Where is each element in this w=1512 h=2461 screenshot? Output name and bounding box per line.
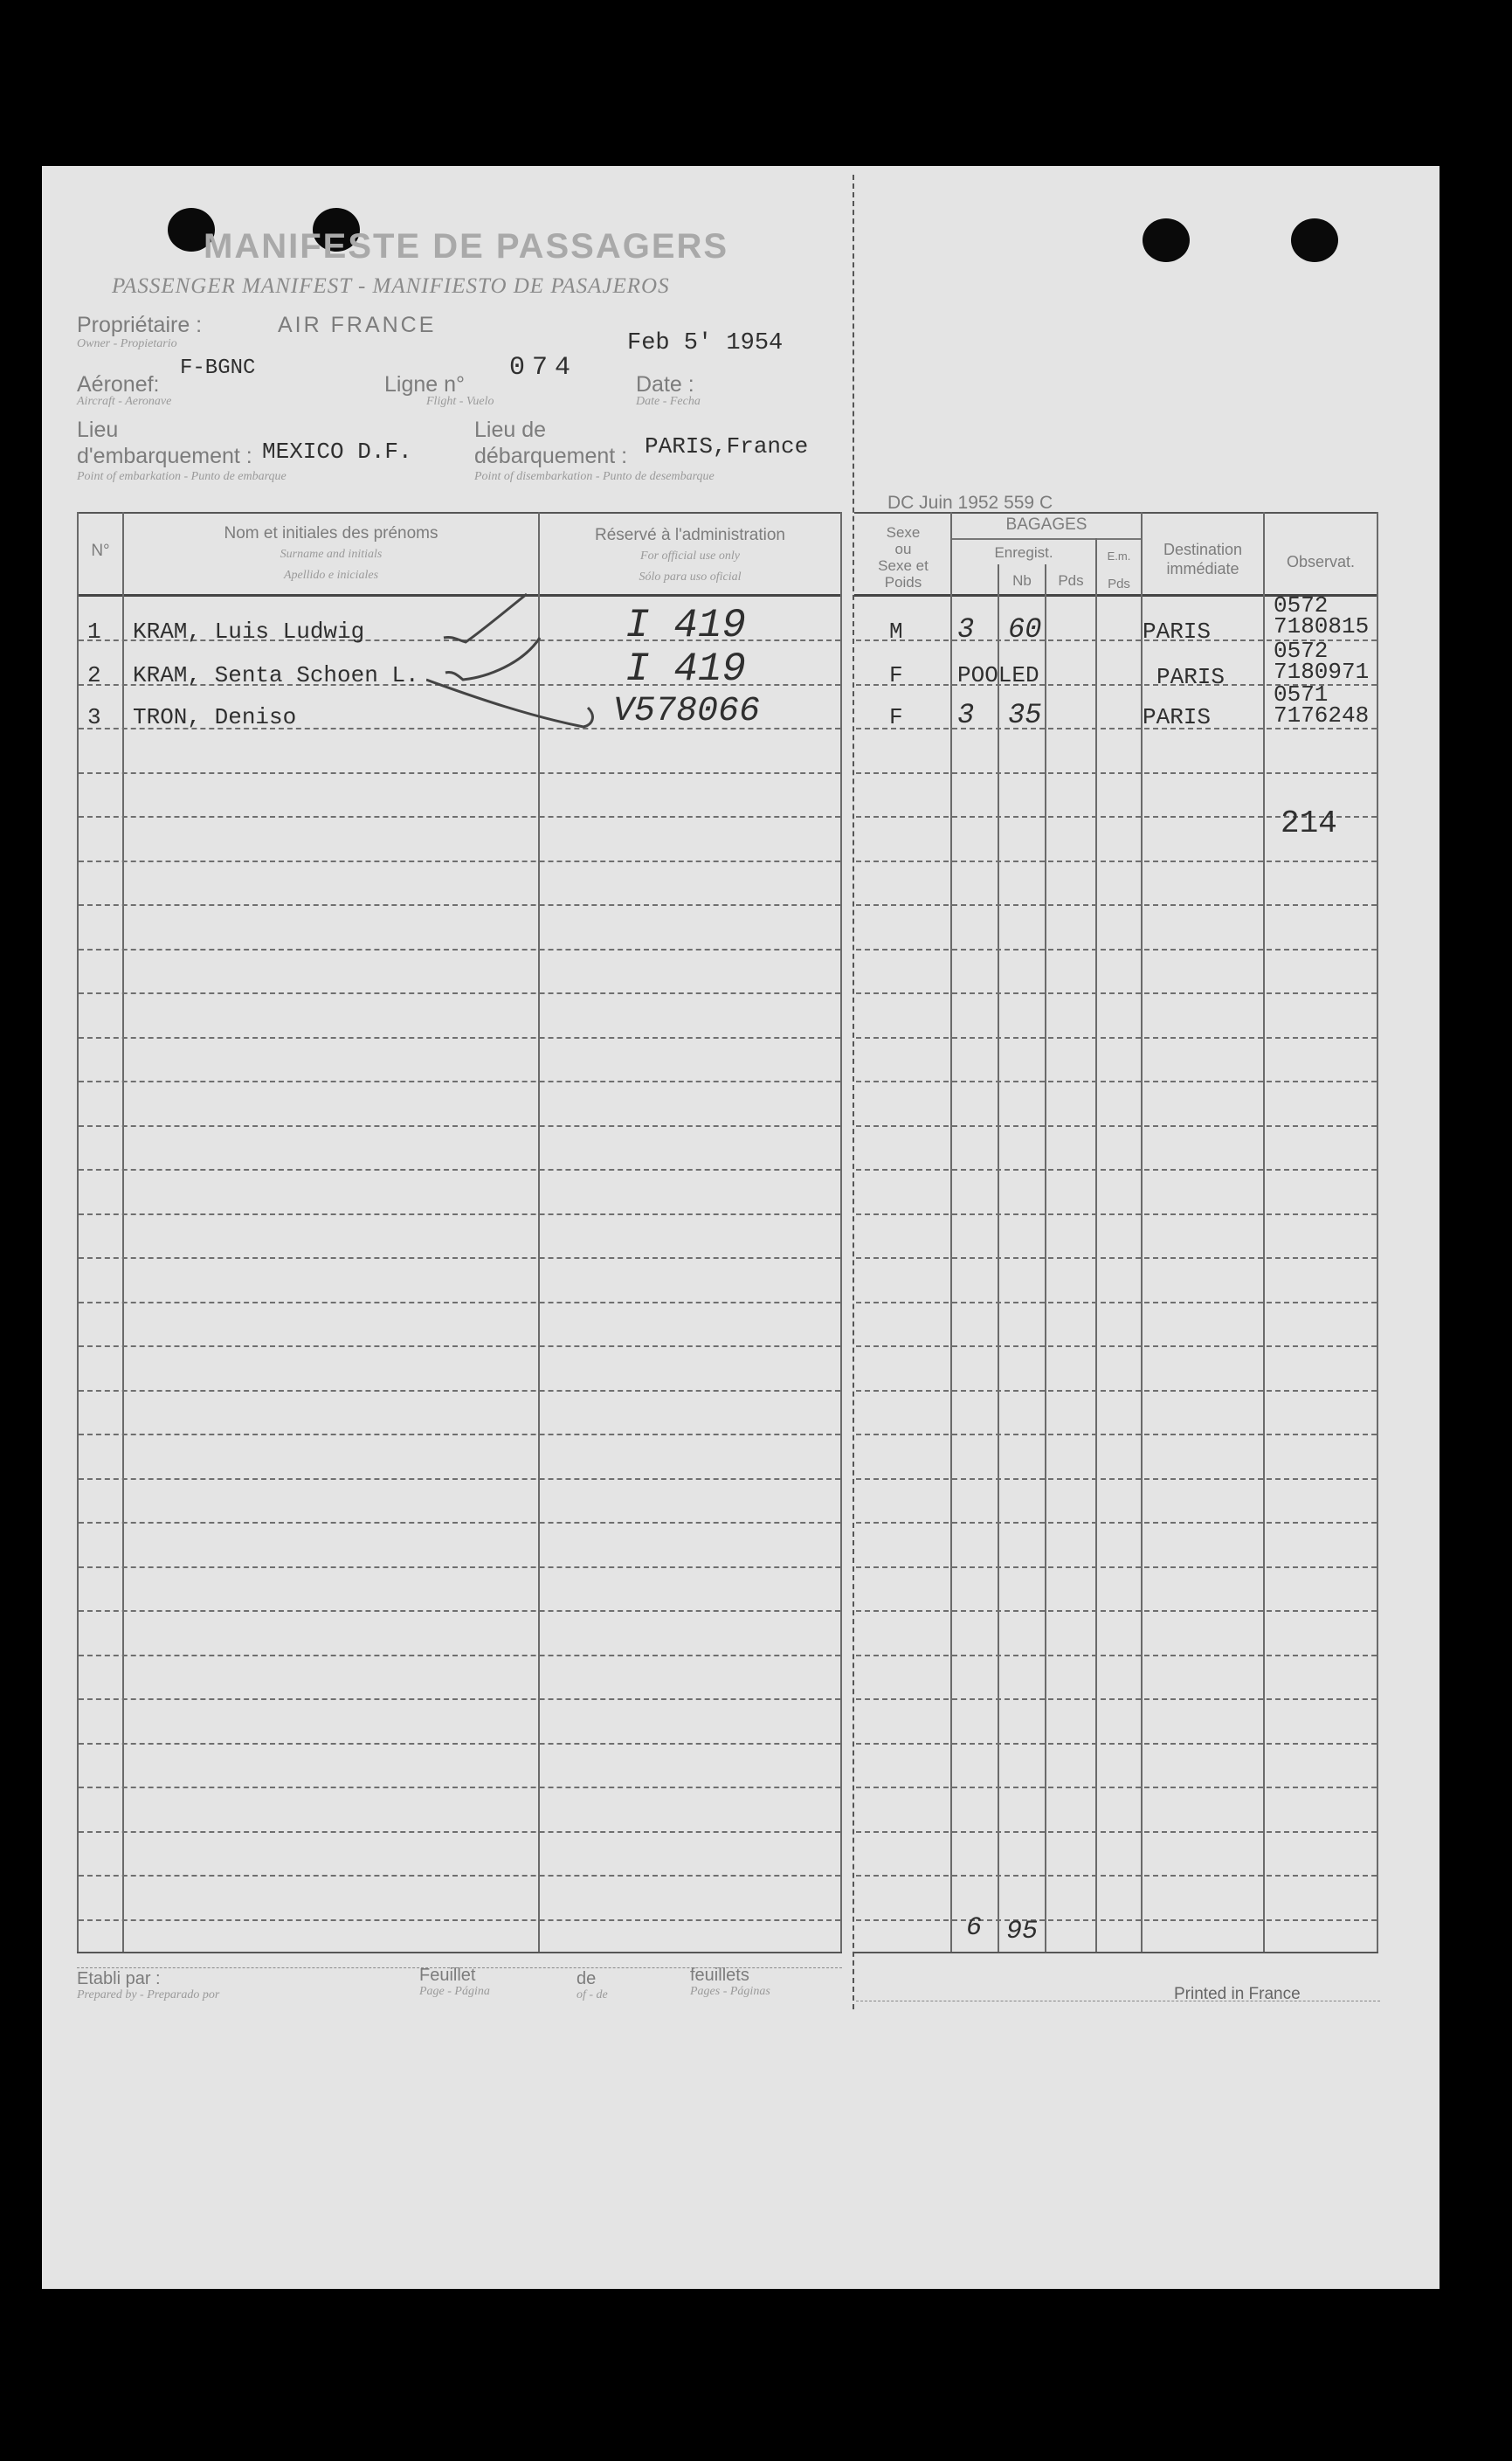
col-header-admin: Réservé à l'administration For official use only Sólo para uso oficial — [595, 526, 785, 584]
embark-label-1: Lieu — [77, 418, 119, 442]
row-line-left — [79, 1875, 840, 1877]
row-1-admin: I 419 — [625, 603, 747, 648]
row-line-right — [856, 1257, 1377, 1259]
col-header-baggage: BAGAGES — [1005, 515, 1087, 534]
row-1-no: 1 — [87, 619, 101, 645]
total-nb: 6 — [966, 1913, 983, 1943]
printed-in-france: Printed in France — [1174, 1985, 1301, 2003]
row-line-right — [856, 992, 1377, 994]
flight-sublabel: Flight - Vuelo — [426, 395, 494, 408]
row-3-nb: 3 — [957, 699, 975, 731]
row-2-admin: I 419 — [625, 646, 747, 692]
disembark-label-1: Lieu de — [474, 418, 547, 442]
row-1-nb: 3 — [957, 613, 975, 646]
row-line-left — [79, 1125, 840, 1127]
aircraft-value: F-BGNC — [180, 356, 256, 380]
row-line-left — [79, 816, 840, 818]
manifest-title: MANIFESTE DE PASSAGERS — [204, 227, 729, 266]
row-line-left — [79, 1655, 840, 1656]
col-header-em-pds: Pds — [1108, 577, 1130, 591]
row-line-left — [79, 1434, 840, 1435]
row-line-left — [79, 1522, 840, 1524]
row-line-right — [856, 1345, 1377, 1347]
owner-label: Propriétaire : — [77, 313, 203, 337]
row-2-obs-2: 7180971 — [1274, 659, 1370, 685]
row-3-sex: F — [889, 704, 903, 730]
row-2-destination: PARIS — [1156, 664, 1225, 690]
col-header-em: E.m. — [1107, 550, 1131, 563]
row-2-obs-1: 0572 — [1274, 638, 1329, 664]
sheets-sublabel: Pages - Páginas — [690, 1985, 770, 1998]
row-line-left — [79, 1257, 840, 1259]
fold-line — [853, 175, 854, 2009]
row-line-right — [856, 1125, 1377, 1127]
date-label: Date : — [636, 372, 694, 397]
row-line-left — [79, 992, 840, 994]
punch-hole-4 — [1291, 218, 1338, 262]
row-line-right — [856, 772, 1377, 774]
row-line-left — [79, 1787, 840, 1788]
date-value: Feb 5' 1954 — [627, 330, 784, 356]
row-1-destination: PARIS — [1143, 619, 1212, 645]
row-1-obs-1: 0572 — [1274, 592, 1329, 619]
observ-note: 214 — [1281, 805, 1337, 841]
aircraft-label: Aéronef: — [77, 372, 160, 397]
embark-value: MEXICO D.F. — [262, 439, 412, 465]
row-line-right — [856, 1302, 1377, 1303]
row-line-left — [79, 861, 840, 862]
row-line-right — [856, 1698, 1377, 1700]
aircraft-sublabel: Aircraft - Aeronave — [77, 395, 172, 408]
row-line-left — [79, 1037, 840, 1039]
flight-label: Ligne n° — [384, 372, 466, 397]
row-1-sex: M — [889, 619, 903, 645]
row-3-admin: V578066 — [613, 692, 761, 731]
of-label: de — [576, 1969, 597, 1988]
row-line-right — [856, 1919, 1377, 1921]
row-line-left — [79, 1831, 840, 1833]
total-pds: 95 — [1006, 1917, 1039, 1946]
prepared-label: Etabli par : — [77, 1969, 161, 1988]
col-header-sex: Sexe ou Sexe et Poids — [878, 524, 929, 591]
row-line-right — [856, 1169, 1377, 1171]
owner-value: AIR FRANCE — [278, 313, 437, 337]
row-2-no: 2 — [87, 662, 101, 688]
col-header-observ: Observat. — [1286, 553, 1356, 570]
row-line-left — [79, 1081, 840, 1082]
col-header-name: Nom et initiales des prénoms Surname and initials Apellido e iniciales — [224, 524, 438, 582]
row-line-left — [79, 1345, 840, 1347]
row-line-right — [856, 949, 1377, 951]
row-3-name: TRON, Deniso — [133, 704, 297, 730]
row-line-left — [79, 1169, 840, 1171]
row-1-obs-2: 7180815 — [1274, 613, 1370, 639]
row-2-sex: F — [889, 662, 903, 688]
embark-sublabel: Point of embarkation - Punto de embarque — [77, 470, 287, 483]
row-line-right — [856, 1081, 1377, 1082]
row-line-right — [856, 1831, 1377, 1833]
row-line-right — [856, 1610, 1377, 1612]
row-line-right — [856, 1522, 1377, 1524]
row-line-right — [856, 1037, 1377, 1039]
row-line-right — [856, 1566, 1377, 1568]
disembark-label-2: débarquement : — [474, 444, 628, 468]
row-line-right — [856, 1787, 1377, 1788]
row-3-destination: PARIS — [1143, 704, 1212, 730]
of-sublabel: of - de — [576, 1988, 608, 2001]
row-line-left — [79, 1478, 840, 1480]
col-header-nb: Nb — [1012, 572, 1032, 589]
row-3-pds: 35 — [1008, 699, 1042, 731]
row-line-left — [79, 1566, 840, 1568]
date-sublabel: Date - Fecha — [636, 395, 701, 408]
manifest-sheet — [42, 166, 1440, 2289]
row-line-right — [856, 861, 1377, 862]
prepared-sublabel: Prepared by - Preparado por — [77, 1988, 220, 2001]
row-line-left — [79, 1743, 840, 1745]
manifest-subtitle: PASSENGER MANIFEST - MANIFIESTO DE PASAJEROS — [112, 274, 670, 298]
col-header-checked: Enregist. — [994, 544, 1053, 561]
col-header-no: N° — [91, 542, 110, 560]
sheet-label: Feuillet — [419, 1966, 476, 1985]
sheets-label: feuillets — [690, 1966, 749, 1985]
flight-value: 074 — [509, 353, 578, 383]
row-3-no: 3 — [87, 704, 101, 730]
row-line-left — [79, 1213, 840, 1215]
owner-sublabel: Owner - Propietario — [77, 337, 177, 350]
row-line-right — [856, 1875, 1377, 1877]
check-marks-icon — [426, 577, 618, 743]
sheet-sublabel: Page - Página — [419, 1985, 490, 1998]
row-line-left — [79, 1390, 840, 1392]
punch-hole-3 — [1143, 218, 1190, 262]
row-line-right — [856, 1213, 1377, 1215]
row-1-pds: 60 — [1008, 613, 1042, 646]
row-line-left — [79, 904, 840, 906]
row-3-obs-2: 7176248 — [1274, 702, 1370, 729]
row-line-left — [79, 772, 840, 774]
row-line-left — [79, 1302, 840, 1303]
row-line-left — [79, 1919, 840, 1921]
disembark-sublabel: Point of disembarkation - Punto de desembarque — [474, 470, 715, 483]
row-line-right — [856, 1434, 1377, 1435]
row-3-obs-1: 0571 — [1274, 681, 1329, 708]
row-line-right — [856, 1478, 1377, 1480]
row-line-left — [79, 1610, 840, 1612]
row-line-left — [79, 1698, 840, 1700]
disembark-value: PARIS,France — [645, 433, 809, 460]
row-line-right — [856, 904, 1377, 906]
col-header-destination: Destination immédiate — [1163, 541, 1243, 577]
embark-label-2: d'embarquement : — [77, 444, 252, 468]
form-code: DC Juin 1952 559 C — [887, 493, 1053, 513]
row-1-name: KRAM, Luis Ludwig — [133, 619, 365, 645]
col-header-pds: Pds — [1058, 572, 1084, 589]
row-line-left — [79, 949, 840, 951]
row-line-right — [856, 1743, 1377, 1745]
row-line-right — [856, 1655, 1377, 1656]
row-2-name: KRAM, Senta Schoen L. — [133, 662, 419, 688]
row-line-right — [856, 1390, 1377, 1392]
row-2-pooled: POOLED — [957, 662, 1039, 688]
